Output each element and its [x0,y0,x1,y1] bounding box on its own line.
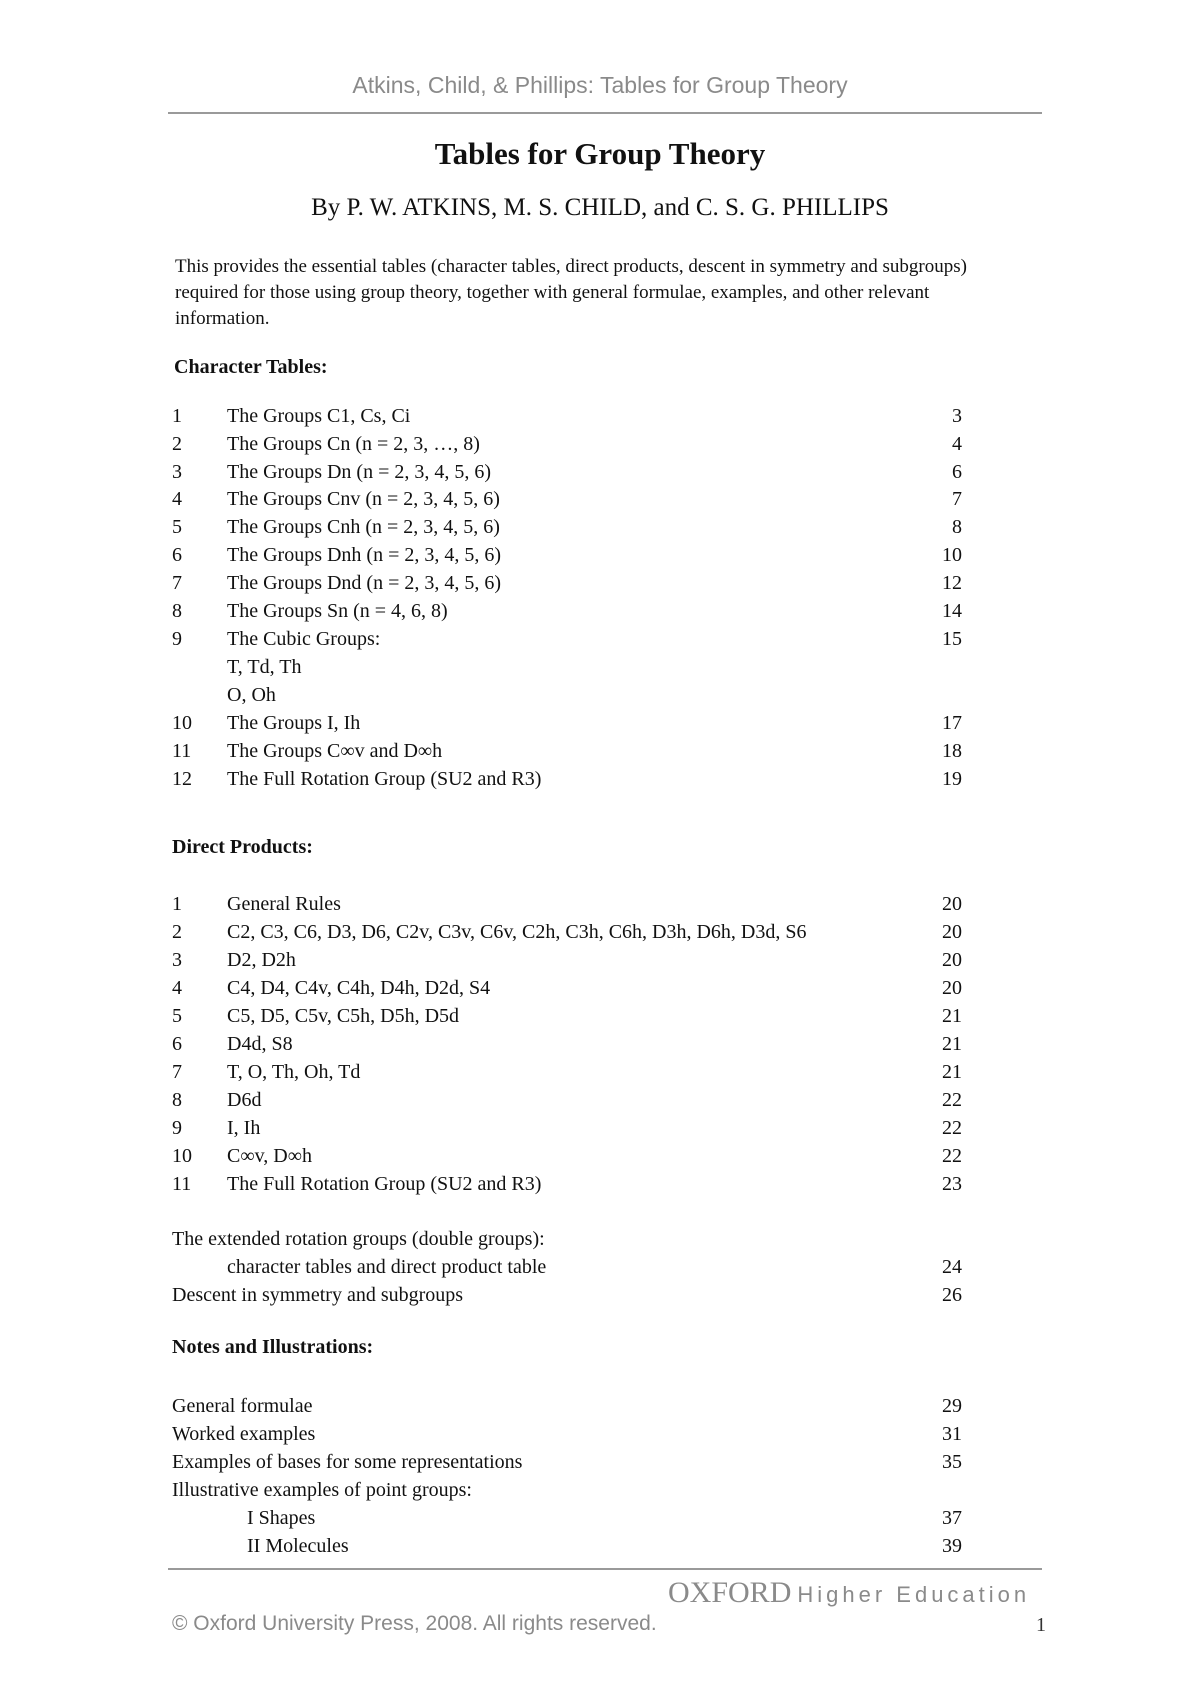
toc-label: I Shapes [247,1507,316,1529]
toc-num: 10 [172,1145,192,1167]
toc-label: Descent in symmetry and subgroups [172,1284,464,1306]
toc-page: 20 [942,921,962,943]
direct-products-heading: Direct Products: [172,836,313,858]
toc-page: 22 [942,1117,962,1139]
toc-row [172,681,962,709]
toc-row [172,1142,962,1170]
toc-page: 8 [952,516,962,538]
toc-num: 7 [172,572,182,594]
toc-row [172,1253,962,1281]
toc-num: 10 [172,712,192,734]
toc-row [172,765,962,793]
toc-page: 26 [942,1284,962,1306]
toc-label: D4d, S8 [227,1033,293,1055]
toc-label: General formulae [172,1395,313,1417]
toc-page: 15 [942,628,962,650]
toc-row [172,597,962,625]
toc-label: The Groups Dn (n = 2, 3, 4, 5, 6) [227,461,492,483]
toc-label: The Groups Dnh (n = 2, 3, 4, 5, 6) [227,544,502,566]
toc-page: 14 [942,600,962,622]
toc-page: 39 [942,1535,962,1557]
toc-num: 8 [172,1089,182,1111]
toc-page: 20 [942,893,962,915]
toc-row [172,485,962,513]
toc-label: The Groups C1, Cs, Ci [227,405,411,427]
brand-tagline: Higher Education [797,1582,1031,1607]
toc-page: 22 [942,1089,962,1111]
toc-label: Illustrative examples of point groups: [172,1479,472,1501]
toc-row [172,1448,962,1476]
toc-label: The extended rotation groups (double groups): [172,1228,545,1250]
toc-label: C∞v, D∞h [227,1145,312,1167]
toc-label: The Groups Sn (n = 4, 6, 8) [227,600,448,622]
toc-row [172,1170,962,1198]
toc-page: 22 [942,1145,962,1167]
toc-row [172,513,962,541]
toc-row [172,1114,962,1142]
copyright-notice: © Oxford University Press, 2008. All rights reserved. [172,1612,657,1635]
toc-num: 8 [172,600,182,622]
toc-num: 5 [172,516,182,538]
toc-label: The Groups Cnv (n = 2, 3, 4, 5, 6) [227,488,500,510]
toc-page: 7 [952,488,962,510]
page-number: 1 [1036,1614,1046,1636]
toc-page: 3 [952,405,962,427]
toc-row [172,890,962,918]
toc-page: 4 [952,433,962,455]
toc-num: 3 [172,949,182,971]
toc-label: Examples of bases for some representations [172,1451,523,1473]
toc-page: 18 [942,740,962,762]
toc-label: character tables and direct product table [227,1256,547,1278]
footer-rule [168,1568,1042,1570]
toc-label: The Full Rotation Group (SU2 and R3) [227,1173,542,1195]
toc-row [172,430,962,458]
toc-page: 6 [952,461,962,483]
oxford-wordmark: OXFORD [668,1576,792,1609]
toc-num: 4 [172,488,182,510]
toc-num: 11 [172,1173,192,1195]
toc-num: 6 [172,1033,182,1055]
toc-row [172,402,962,430]
toc-row [172,737,962,765]
toc-num: 11 [172,740,192,762]
toc-row [172,1086,962,1114]
toc-page: 23 [942,1173,962,1195]
toc-page: 20 [942,949,962,971]
document-title: Tables for Group Theory [434,136,766,171]
toc-label: The Groups Cnh (n = 2, 3, 4, 5, 6) [227,516,500,538]
toc-label: The Groups I, Ih [227,712,361,734]
toc-row [172,1504,962,1532]
toc-num: 5 [172,1005,182,1027]
intro-paragraph: This provides the essential tables (character tables, direct products, descent in symmetry and subgroups) required for those using group theory, together with general formulae, examples, and other relevant information. [175,256,967,329]
toc-row [172,458,962,486]
toc-num: 12 [172,768,192,790]
toc-num: 1 [172,405,182,427]
toc-page: 24 [942,1256,962,1278]
toc-label: II Molecules [247,1535,349,1557]
toc-row [172,1392,962,1420]
toc-row [172,569,962,597]
toc-page: 35 [942,1451,962,1473]
toc-label: O, Oh [227,684,276,706]
toc-page: 12 [942,572,962,594]
toc-page: 21 [942,1005,962,1027]
toc-label: Worked examples [172,1423,316,1445]
toc-row [172,1476,962,1504]
header-rule [168,112,1042,114]
toc-page: 19 [942,768,962,790]
toc-label: C2, C3, C6, D3, D6, C2v, C3v, C6v, C2h, C3h, C6h, D3h, D6h, D3d, S6 [227,921,807,943]
toc-row [172,1002,962,1030]
toc-label: The Full Rotation Group (SU2 and R3) [227,768,542,790]
toc-num: 3 [172,461,182,483]
toc-row [172,1420,962,1448]
toc-row [172,625,962,653]
authors-line: By P. W. ATKINS, M. S. CHILD, and C. S. G. PHILLIPS [311,194,889,221]
toc-page: 21 [942,1061,962,1083]
character-tables-heading: Character Tables: [174,356,328,378]
toc-num: 6 [172,544,182,566]
toc-num: 1 [172,893,182,915]
toc-label: T, Td, Th [227,656,302,678]
toc-row [172,709,962,737]
notes-heading: Notes and Illustrations: [172,1336,374,1358]
toc-label: C5, D5, C5v, C5h, D5h, D5d [227,1005,460,1027]
toc-row [172,1030,962,1058]
running-head: Atkins, Child, & Phillips: Tables for Group Theory [352,72,848,98]
publisher-brand [668,1576,1030,1610]
toc-page: 10 [942,544,962,566]
toc-row [172,946,962,974]
toc-row [172,1281,962,1309]
toc-num: 9 [172,1117,182,1139]
toc-num: 7 [172,1061,182,1083]
extended-groups-row [172,1225,962,1253]
toc-page: 20 [942,977,962,999]
toc-page: 37 [942,1507,962,1529]
toc-label: The Cubic Groups: [227,628,381,650]
toc-page: 21 [942,1033,962,1055]
toc-label: General Rules [227,893,341,915]
toc-page: 31 [942,1423,962,1445]
toc-row [172,653,962,681]
toc-row [172,541,962,569]
toc-label: D2, D2h [227,949,296,971]
toc-label: I, Ih [227,1117,261,1139]
toc-num: 2 [172,921,182,943]
toc-page: 29 [942,1395,962,1417]
toc-page: 17 [942,712,962,734]
toc-num: 4 [172,977,182,999]
toc-row [172,1058,962,1086]
toc-row [172,918,962,946]
toc-num: 2 [172,433,182,455]
toc-label: D6d [227,1089,262,1111]
toc-label: C4, D4, C4v, C4h, D4h, D2d, S4 [227,977,491,999]
toc-row [172,1532,962,1560]
toc-num: 9 [172,628,182,650]
toc-row [172,974,962,1002]
toc-label: The Groups C∞v and D∞h [227,740,443,762]
toc-label: T, O, Th, Oh, Td [227,1061,361,1083]
toc-label: The Groups Cn (n = 2, 3, …, 8) [227,433,480,455]
toc-label: The Groups Dnd (n = 2, 3, 4, 5, 6) [227,572,502,594]
